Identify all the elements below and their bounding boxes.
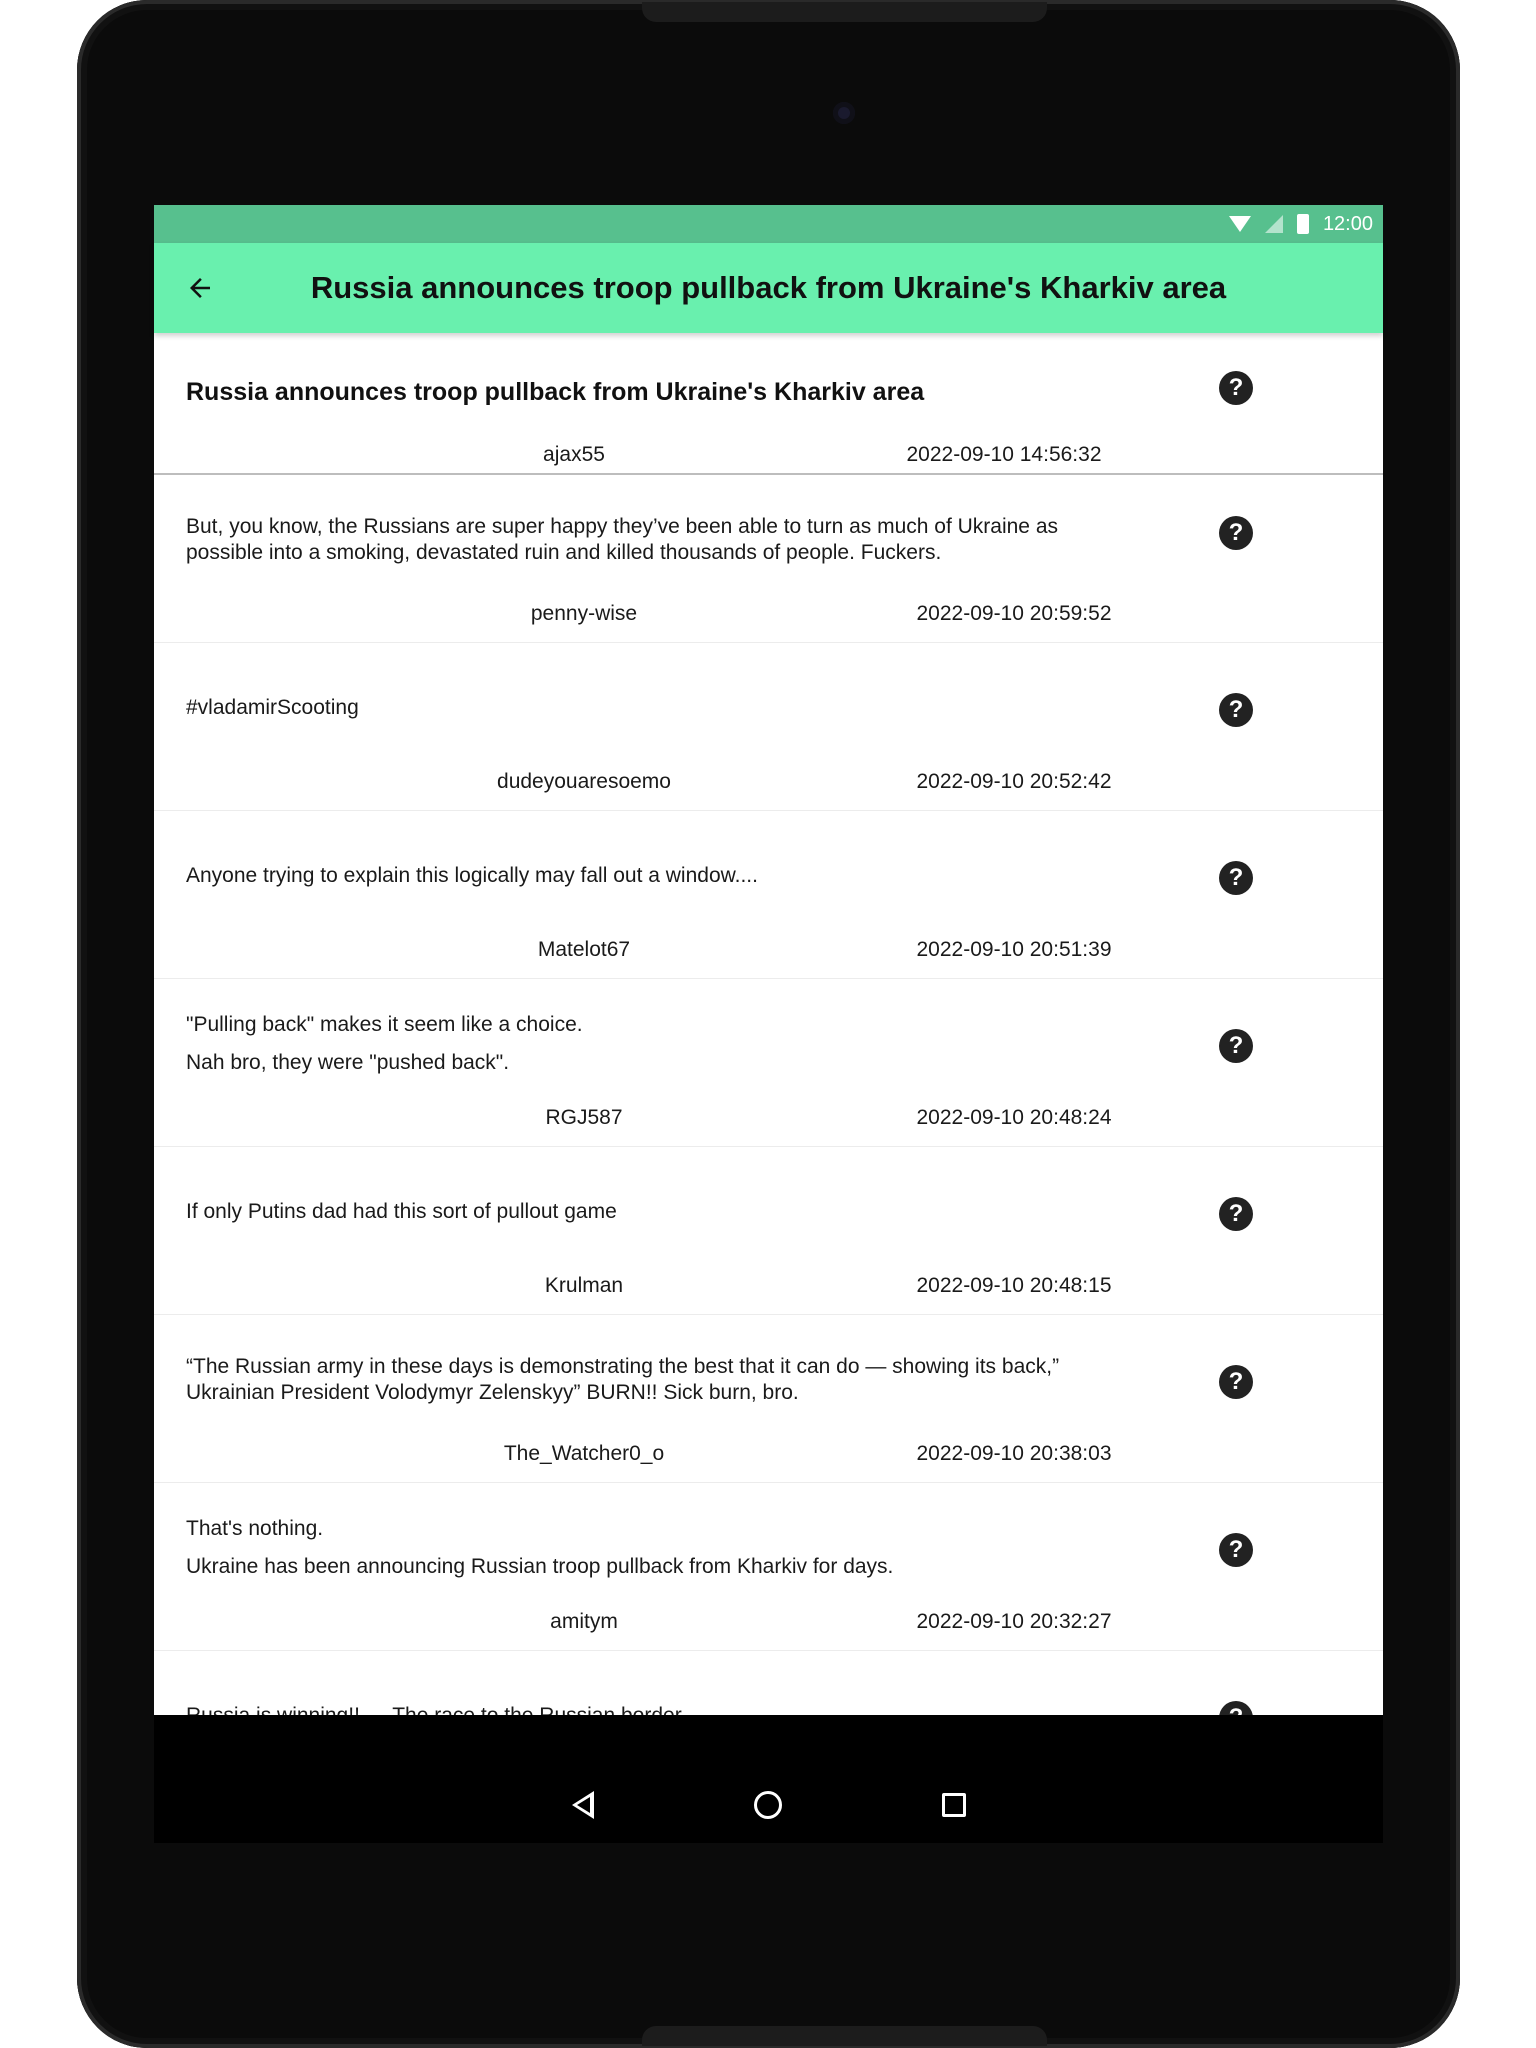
help-circle-icon: ? <box>1228 864 1244 891</box>
comment-help-button[interactable] <box>1219 693 1253 727</box>
status-bar <box>154 205 1383 243</box>
help-circle-icon: ? <box>1228 1032 1244 1059</box>
comment-author: Matelot67 <box>537 938 631 961</box>
comment-date: 2022-09-10 20:59:52 <box>916 602 1112 625</box>
comment-date: 2022-09-10 20:48:15 <box>916 1274 1112 1297</box>
comment-list[interactable] <box>154 333 1383 1715</box>
comment-text <box>186 979 1186 1109</box>
comment-line: If only Putins dad had this sort of pullout game <box>186 1200 617 1223</box>
help-circle-icon: ? <box>1228 1368 1244 1395</box>
comment-meta <box>154 1106 1383 1130</box>
comment-item[interactable] <box>154 643 1383 811</box>
nav-home-icon[interactable] <box>754 1791 782 1819</box>
comment-author: penny-wise <box>530 602 638 625</box>
comment-line: Ukraine has been announcing Russian troop pullback from Kharkiv for days. <box>186 1555 894 1578</box>
comment-date: 2022-09-10 20:52:42 <box>916 770 1112 793</box>
comment-text <box>186 1147 1186 1277</box>
comment-line: Anyone trying to explain this logically may fall out a window.... <box>186 864 758 887</box>
help-circle-icon: ? <box>1228 696 1244 723</box>
comment-line: Nah bro, they were "pushed back". <box>186 1051 510 1074</box>
comment-text <box>186 1483 1186 1613</box>
comment-meta <box>154 770 1383 794</box>
battery-icon <box>1297 214 1309 234</box>
nav-back-icon[interactable] <box>572 1791 594 1819</box>
post-help-button[interactable] <box>1219 371 1253 405</box>
comment-date: 2022-09-10 20:32:27 <box>916 1610 1112 1633</box>
post-title: Russia announces troop pullback from Ukraine's Kharkiv area <box>186 378 925 406</box>
app-title: Russia announces troop pullback from Ukraine's Kharkiv area <box>310 270 1227 305</box>
comment-help-button[interactable] <box>1219 1029 1253 1063</box>
comment-author: dudeyouaresoemo <box>497 770 671 793</box>
list-bottom-edge <box>154 1715 1383 1766</box>
help-circle-icon: ? <box>1228 374 1244 401</box>
comment-meta <box>154 1274 1383 1298</box>
comment-text <box>186 1315 1186 1445</box>
comment-item[interactable] <box>154 1147 1383 1315</box>
wifi-icon <box>1229 216 1251 232</box>
comment-help-button[interactable] <box>1219 1365 1253 1399</box>
help-circle-icon: ? <box>1228 1200 1244 1227</box>
back-button[interactable] <box>180 268 220 308</box>
comment-help-button[interactable] <box>1219 1197 1253 1231</box>
front-camera <box>833 102 855 124</box>
post-date: 2022-09-10 14:56:32 <box>906 443 1102 466</box>
comment-meta <box>154 1610 1383 1634</box>
comment-line: Ukrainian President Volodymyr Zelenskyy” BURN!! Sick burn, bro. <box>186 1381 799 1404</box>
comment-help-button[interactable] <box>1219 516 1253 550</box>
comment-help-button[interactable] <box>1219 1533 1253 1567</box>
comment-text <box>186 475 1186 605</box>
comment-meta <box>154 938 1383 962</box>
comment-date: 2022-09-10 20:48:24 <box>916 1106 1112 1129</box>
comment-help-button[interactable] <box>1219 861 1253 895</box>
comment-line: That's nothing. <box>186 1517 324 1540</box>
comment-meta <box>154 1442 1383 1466</box>
arrow-left-icon <box>185 273 215 303</box>
help-circle-icon: ? <box>1228 519 1244 546</box>
device-top-edge <box>642 2 1047 22</box>
post-author: ajax55 <box>543 443 605 466</box>
comment-meta <box>154 602 1383 626</box>
comment-author: Krulman <box>544 1274 624 1297</box>
comment-line: “The Russian army in these days is demonstrating the best that it can do — showing its back,” <box>186 1355 1060 1378</box>
app-screen <box>154 205 1383 1843</box>
comment-item[interactable] <box>154 475 1383 643</box>
nav-recents-icon[interactable] <box>942 1793 966 1817</box>
comment-line: But, you know, the Russians are super happy they’ve been able to turn as much of Ukraine as <box>186 515 1059 538</box>
comment-item[interactable] <box>154 979 1383 1147</box>
post-header[interactable] <box>154 333 1383 475</box>
comment-line: #vladamirScooting <box>186 696 359 719</box>
comment-line: possible into a smoking, devastated ruin and killed thousands of people. Fuckers. <box>186 541 942 564</box>
help-circle-icon: ? <box>1228 1536 1244 1563</box>
app-bar <box>154 243 1383 333</box>
comment-author: RGJ587 <box>545 1106 623 1129</box>
comment-author: The_Watcher0_o <box>503 1442 665 1465</box>
signal-icon <box>1265 215 1283 233</box>
comment-item[interactable] <box>154 1483 1383 1651</box>
comment-author: amitym <box>550 1610 618 1633</box>
device-bottom-edge <box>642 2026 1047 2046</box>
comment-line: "Pulling back" makes it seem like a choice. <box>186 1013 583 1036</box>
comment-date: 2022-09-10 20:51:39 <box>916 938 1112 961</box>
status-time: 12:00 <box>1322 212 1373 235</box>
comment-text <box>186 643 1186 773</box>
comment-text <box>186 811 1186 941</box>
comment-date: 2022-09-10 20:38:03 <box>916 1442 1112 1465</box>
comment-item[interactable] <box>154 1315 1383 1483</box>
system-nav-bar <box>154 1766 1383 1843</box>
post-meta <box>154 443 1383 467</box>
comment-item[interactable] <box>154 811 1383 979</box>
